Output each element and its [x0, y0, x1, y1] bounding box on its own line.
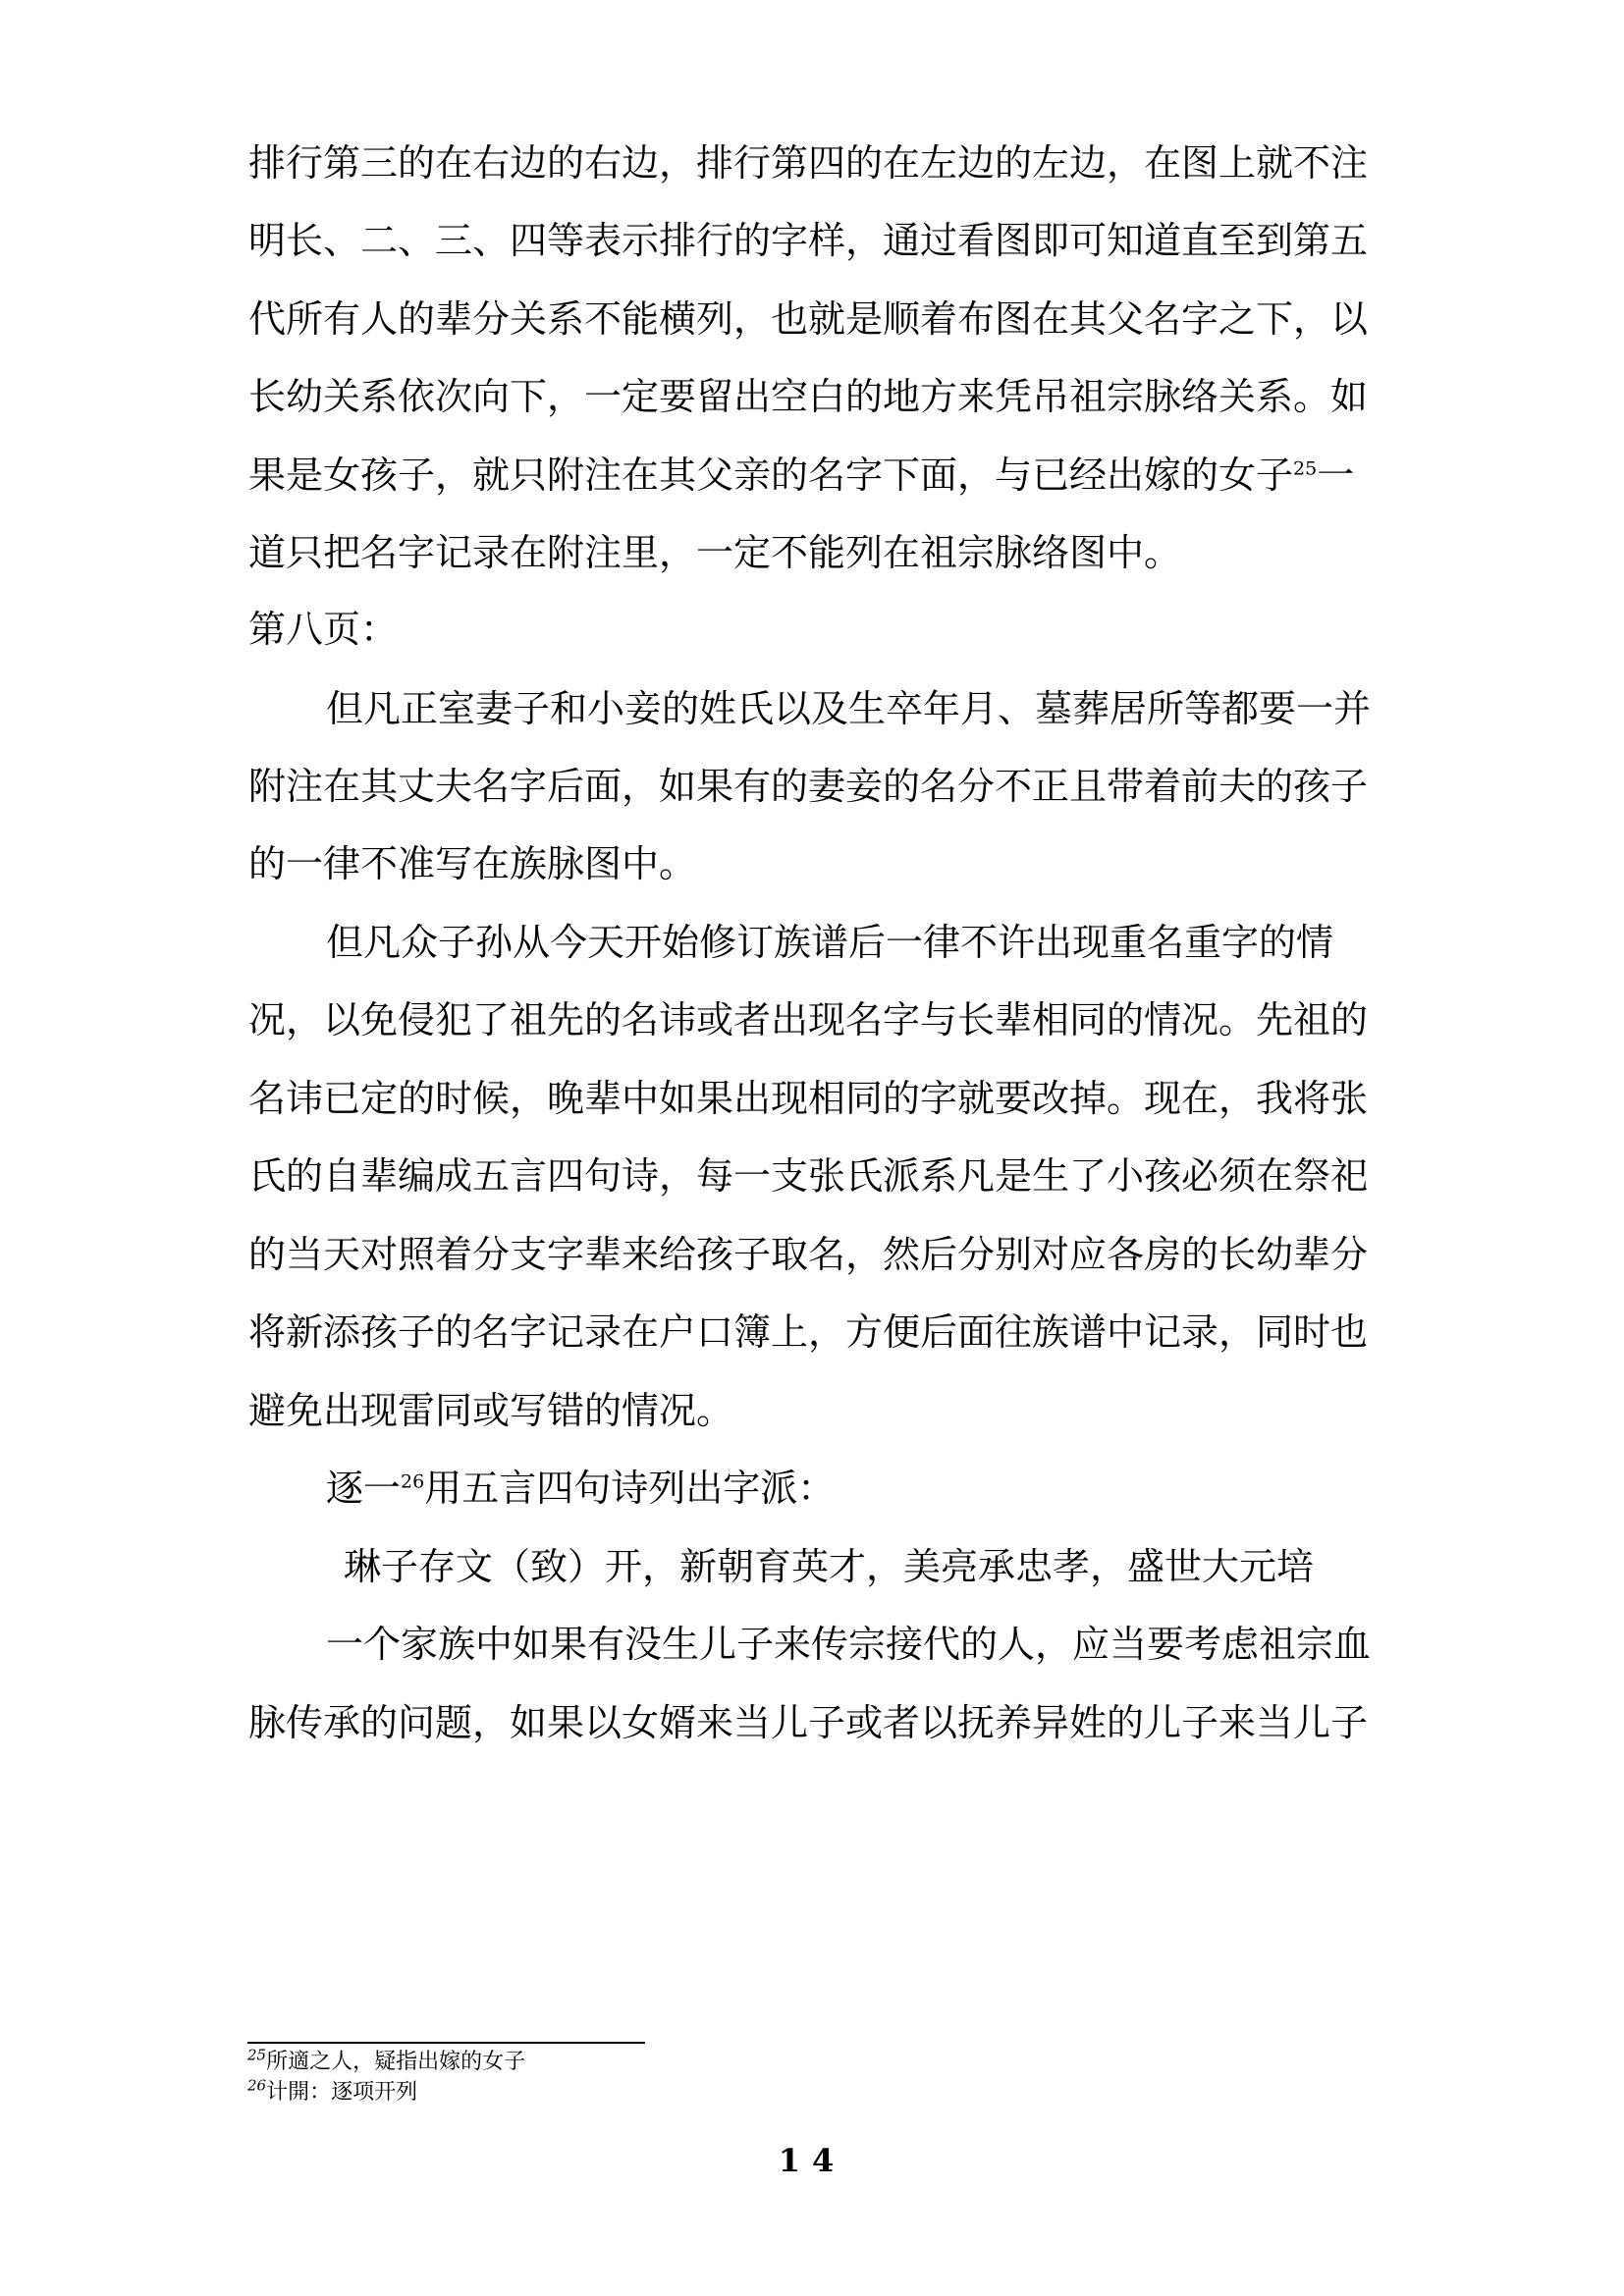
text-before-footnote-25: 果是女孩子，就只附注在其父亲的名字下面，与已经出嫁的女子	[248, 454, 1294, 497]
footnote-number: 25	[247, 2046, 267, 2064]
footnote-ref-25: 25	[1293, 457, 1318, 480]
text-line-13: 名讳已定的时候，晚辈中如果出现相同的字就要改掉。现在，我将张	[248, 1077, 1369, 1120]
text-line-9: 附注在其丈夫名字后面，如果有的妻妾的名分不正且带着前夫的孩子	[248, 765, 1369, 808]
text-line-14: 氏的自辈编成五言四句诗，每一支张氏派系凡是生了小孩必须在祭祀	[248, 1154, 1369, 1198]
text-line-11: 但凡众子孙从今天开始修订族谱后一律不许出现重名重字的情	[326, 921, 1334, 964]
text-after-footnote-25: 一	[1317, 454, 1355, 497]
footnote-number: 26	[247, 2076, 267, 2095]
page-number: 14	[778, 2142, 846, 2179]
footnote-text: 所適之人，疑指出嫁的女子	[266, 2050, 526, 2074]
text-line-18	[326, 1465, 835, 1512]
text-line-1: 排行第三的在右边的右边，排行第四的在左边的左边，在图上就不注	[248, 141, 1369, 185]
text-line-17: 避免出现雷同或写错的情况。	[248, 1389, 734, 1432]
text-line-12: 况，以免侵犯了祖先的名讳或者出现名字与长辈相同的情况。先祖的	[248, 998, 1369, 1041]
text-before-footnote-26: 逐一	[326, 1467, 402, 1510]
section-heading: 第八页：	[248, 608, 399, 651]
footnote-25	[247, 2046, 526, 2076]
footnote-separator	[247, 2042, 645, 2044]
generation-poem: 琳子存文（致）开，新朝育英才，美亮承忠孝，盛世大元培	[344, 1545, 1315, 1588]
text-line-15: 的当天对照着分支字辈来给孩子取名，然后分别对应各房的长幼辈分	[248, 1233, 1369, 1276]
text-line-4: 长幼关系依次向下，一定要留出空白的地方来凭吊祖宗脉络关系。如	[248, 375, 1369, 418]
footnote-text: 计開：逐项开列	[266, 2080, 418, 2105]
text-line-6: 道只把名字记录在附注里，一定不能列在祖宗脉络图中。	[248, 531, 1182, 574]
footnote-ref-26: 26	[401, 1470, 425, 1493]
text-line-2: 明长、二、三、四等表示排行的字样，通过看图即可知道直至到第五	[248, 219, 1369, 262]
footnote-26	[247, 2076, 418, 2107]
text-line-5	[248, 452, 1354, 499]
text-line-20: 一个家族中如果有没生儿子来传宗接代的人，应当要考虑祖宗血	[326, 1623, 1372, 1666]
text-line-21: 脉传承的问题，如果以女婿来当儿子或者以抚养异姓的儿子来当儿子	[248, 1701, 1369, 1744]
text-line-10: 的一律不准写在族脉图中。	[248, 842, 697, 885]
text-after-footnote-26: 用五言四句诗列出字派：	[424, 1467, 836, 1510]
text-line-3: 代所有人的辈分关系不能横列，也就是顺着布图在其父名字之下，以	[248, 297, 1369, 341]
text-line-8: 但凡正室妻子和小妾的姓氏以及生卒年月、墓葬居所等都要一并	[326, 687, 1372, 730]
text-line-16: 将新添孩子的名字记录在户口簿上，方便后面往族谱中记录，同时也	[248, 1310, 1369, 1354]
